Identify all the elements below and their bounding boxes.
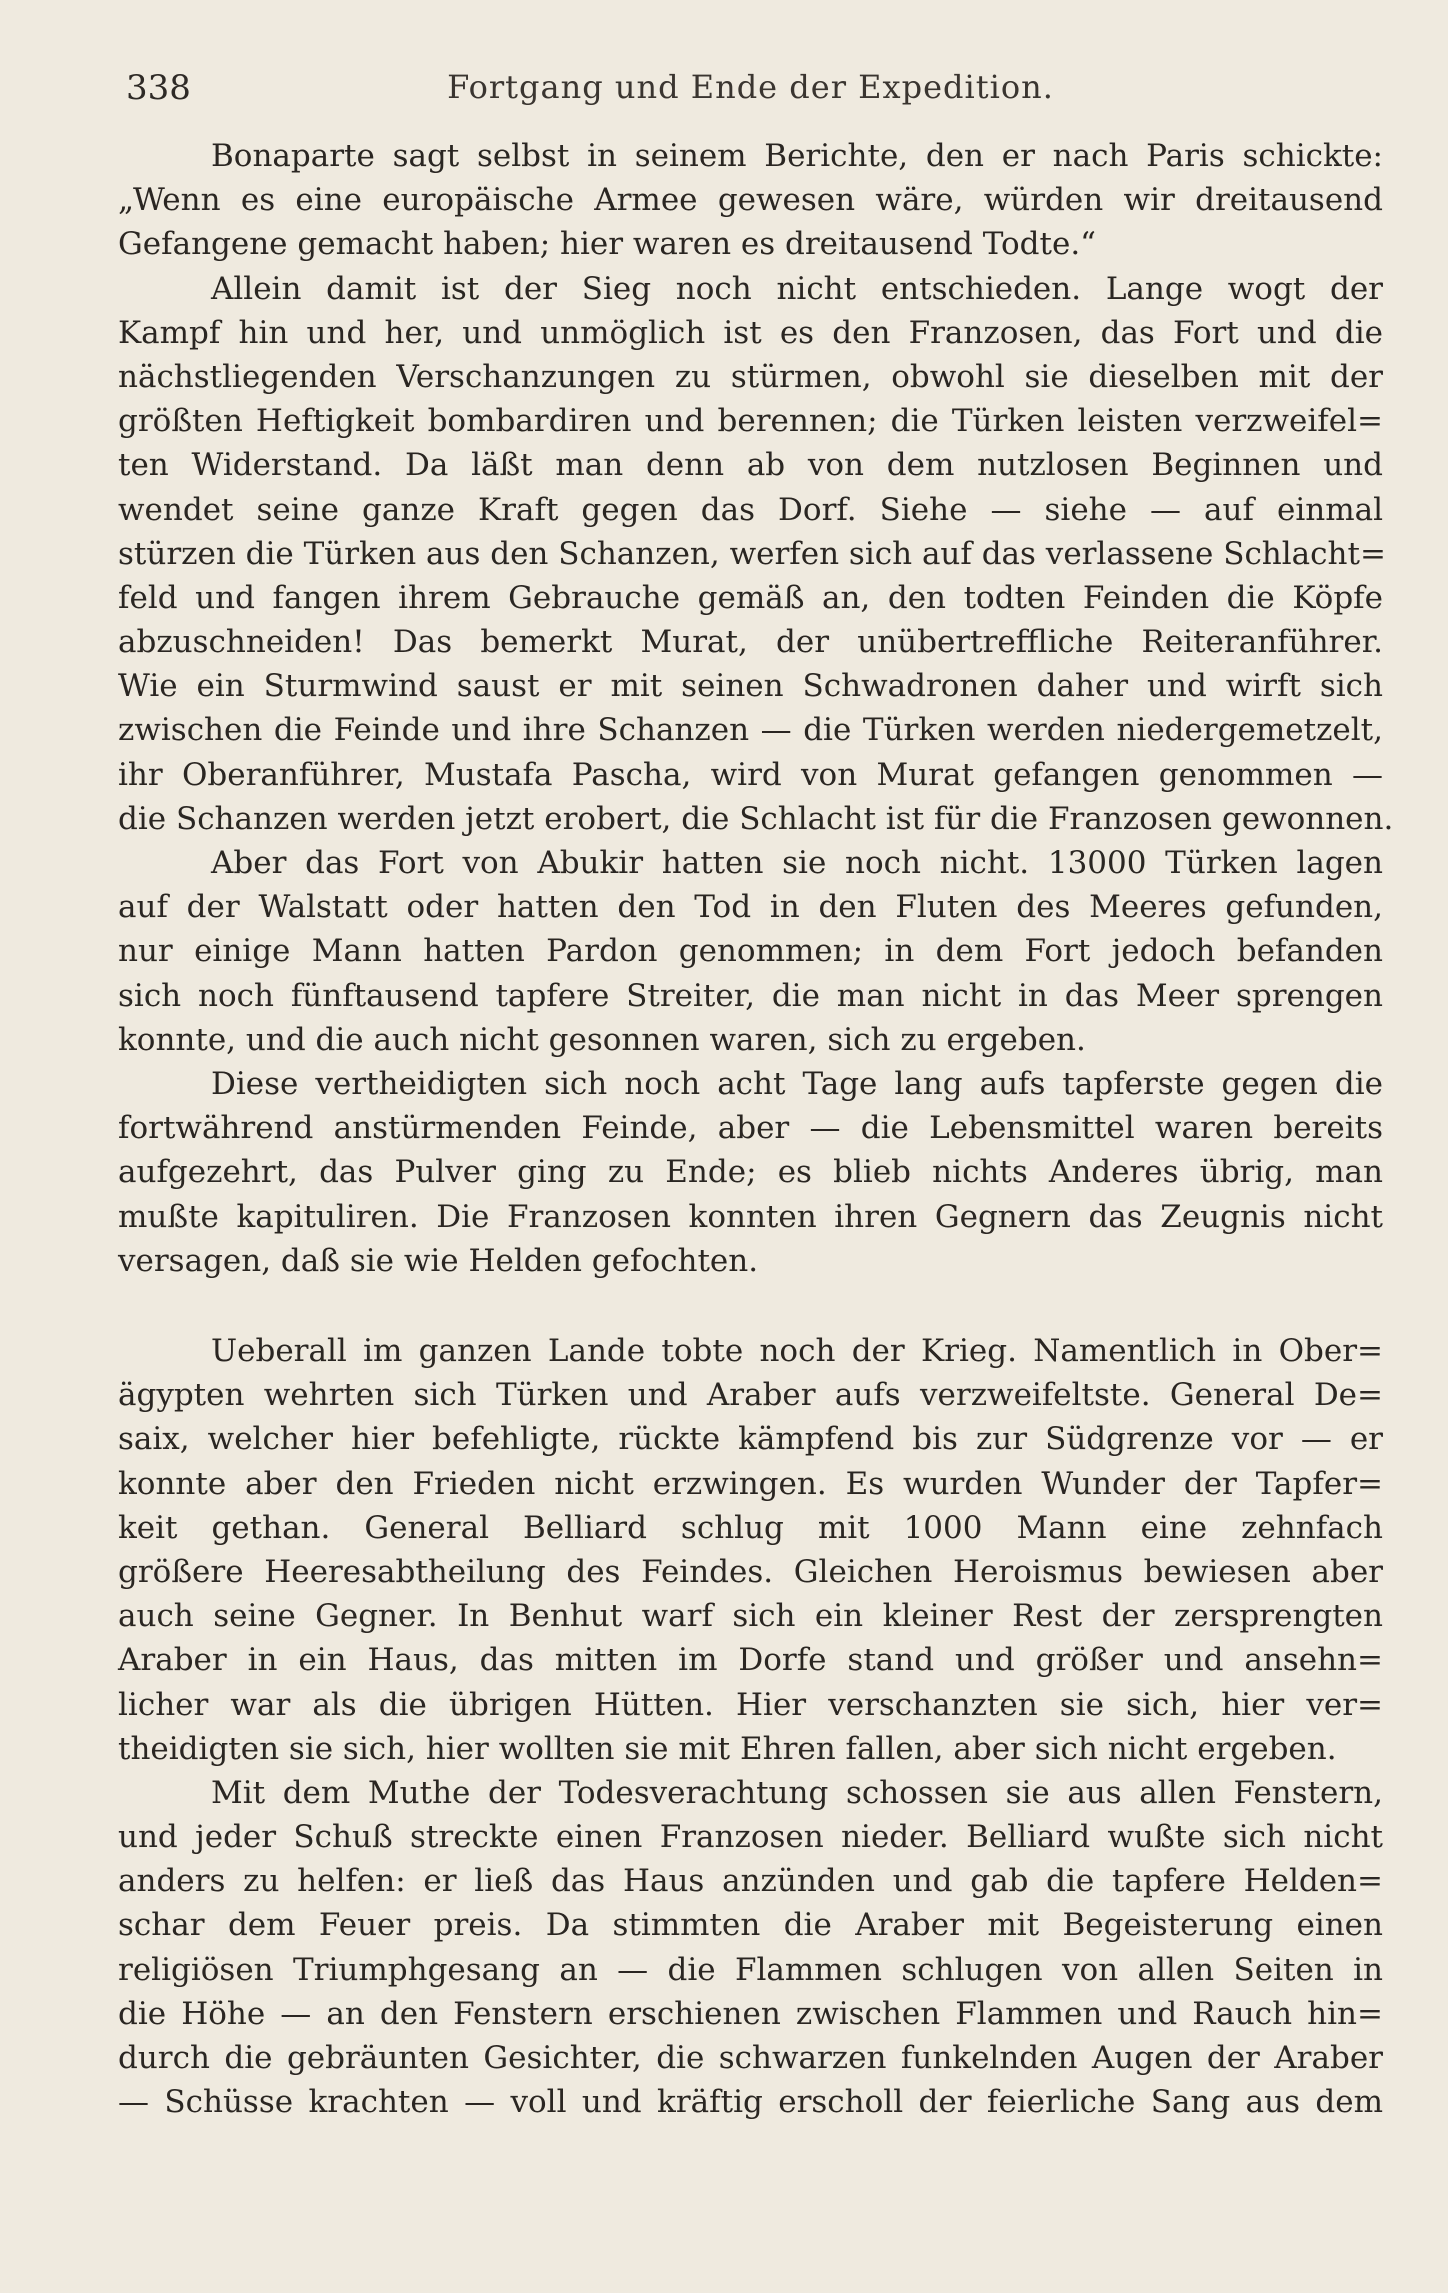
text-line: konnte, und die auch nicht gesonnen waren, sich zu ergeben.: [118, 1021, 1086, 1058]
text-line: Araber in ein Haus, das mitten im Dorfe stand und größer und ansehn=: [118, 1642, 1383, 1679]
text-line: licher war als die übrigen Hütten. Hier verschanzten sie sich, hier ver=: [118, 1686, 1383, 1723]
text-line: ihr Oberanführer, Mustafa Pascha, wird von Murat gefangen genommen —: [118, 756, 1383, 793]
text-line: konnte aber den Frieden nicht erzwingen. Es wurden Wunder der Tapfer=: [118, 1465, 1383, 1502]
text-line: größere Heeresabtheilung des Feindes. Gleichen Heroismus bewiesen aber: [118, 1553, 1383, 1590]
text-line: schar dem Feuer preis. Da stimmten die Araber mit Begeisterung einen: [118, 1907, 1383, 1944]
text-line: saix, welcher hier befehligte, rückte kämpfend bis zur Südgrenze vor — er: [118, 1421, 1383, 1458]
section-upper-egypt: [118, 1329, 1383, 2124]
text-line: Ueberall im ganzen Lande tobte noch der Krieg. Namentlich in Ober=: [211, 1333, 1383, 1369]
text-line: religiösen Triumphgesang an — die Flammen schlugen von allen Seiten in: [118, 1951, 1383, 1988]
text-line: theidigten sie sich, hier wollten sie mit Ehren fallen, aber sich nicht ergeben.: [118, 1730, 1337, 1767]
text-line: „Wenn es eine europäische Armee gewesen wäre, würden wir dreitausend: [118, 182, 1383, 219]
text-line: und jeder Schuß streckte einen Franzosen nieder. Belliard wußte sich nicht: [118, 1819, 1383, 1856]
text-line: die Höhe — an den Fenstern erschienen zwischen Flammen und Rauch hin=: [118, 1995, 1383, 2032]
text-line: wendet seine ganze Kraft gegen das Dorf. Siehe — siehe — auf einmal: [118, 491, 1383, 528]
text-line: nur einige Mann hatten Pardon genommen; in dem Fort jedoch befanden: [118, 933, 1383, 970]
text-line: durch die gebräunten Gesichter, die schwarzen funkelnden Augen der Araber: [118, 2040, 1383, 2076]
text-line: die Schanzen werden jetzt erobert, die Schlacht ist für die Franzosen gewonnen.: [118, 800, 1394, 837]
text-line: abzuschneiden! Das bemerkt Murat, der unübertreffliche Reiteranführer.: [118, 624, 1383, 661]
text-line: auch seine Gegner. In Benhut warf sich ein kleiner Rest der zersprengten: [118, 1598, 1383, 1635]
text-line: Allein damit ist der Sieg noch nicht entschieden. Lange wogt der: [211, 270, 1383, 307]
text-line: mußte kapituliren. Die Franzosen konnten ihren Gegnern das Zeugnis nicht: [118, 1198, 1383, 1235]
text-line: — Schüsse krachten — voll und kräftig erscholl der feierliche Sang aus dem: [118, 2084, 1383, 2121]
text-line: Bonaparte sagt selbst in seinem Berichte, den er nach Paris schickte:: [211, 138, 1383, 174]
text-line: fortwährend anstürmenden Feinde, aber — die Lebensmittel waren bereits: [118, 1110, 1383, 1147]
text-line: größten Heftigkeit bombardiren und berennen; die Türken leisten verzweifel=: [118, 403, 1383, 440]
text-line: zwischen die Feinde und ihre Schanzen — die Türken werden niedergemetzelt,: [118, 712, 1383, 749]
text-line: feld und fangen ihrem Gebrauche gemäß an, den todten Feinden die Köpfe: [118, 579, 1383, 616]
text-line: sich noch fünftausend tapfere Streiter, die man nicht in das Meer sprengen: [118, 977, 1383, 1014]
page-header: [118, 64, 1383, 124]
text-line: keit gethan. General Belliard schlug mit 1000 Mann eine zehnfach: [118, 1509, 1383, 1546]
text-line: Kampf hin und her, und unmöglich ist es den Franzosen, das Fort und die: [118, 314, 1383, 351]
text-line: Diese vertheidigten sich noch acht Tage lang aufs tapferste gegen die: [211, 1065, 1383, 1102]
text-line: anders zu helfen: er ließ das Haus anzünden und gab die tapfere Helden=: [118, 1863, 1383, 1900]
page-number: 338: [126, 68, 191, 108]
running-title: Fortgang und Ende der Expedition.: [447, 68, 1054, 106]
text-line: Wie ein Sturmwind saust er mit seinen Schwadronen daher und wirft sich: [118, 668, 1383, 705]
section-abukir: [118, 134, 1394, 1283]
text-line: auf der Walstatt oder hatten den Tod in den Fluten des Meeres gefunden,: [118, 889, 1383, 926]
text-line: Aber das Fort von Abukir hatten sie noch nicht. 13000 Türken lagen: [211, 845, 1383, 881]
text-line: Mit dem Muthe der Todesverachtung schossen sie aus allen Fenstern,: [211, 1774, 1383, 1811]
text-line: versagen, daß sie wie Helden gefochten.: [118, 1242, 759, 1279]
text-line: Gefangene gemacht haben; hier waren es dreitausend Todte.“: [118, 226, 1097, 263]
text-line: aufgezehrt, das Pulver ging zu Ende; es blieb nichts Anderes übrig, man: [118, 1154, 1383, 1191]
text-line: nächstliegenden Verschanzungen zu stürmen, obwohl sie dieselben mit der: [118, 358, 1383, 395]
text-line: stürzen die Türken aus den Schanzen, werfen sich auf das verlassene Schlacht=: [118, 535, 1386, 572]
text-line: ten Widerstand. Da läßt man denn ab von dem nutzlosen Beginnen und: [118, 447, 1383, 484]
text-line: ägypten wehrten sich Türken und Araber aufs verzweifeltste. General De=: [118, 1377, 1383, 1414]
